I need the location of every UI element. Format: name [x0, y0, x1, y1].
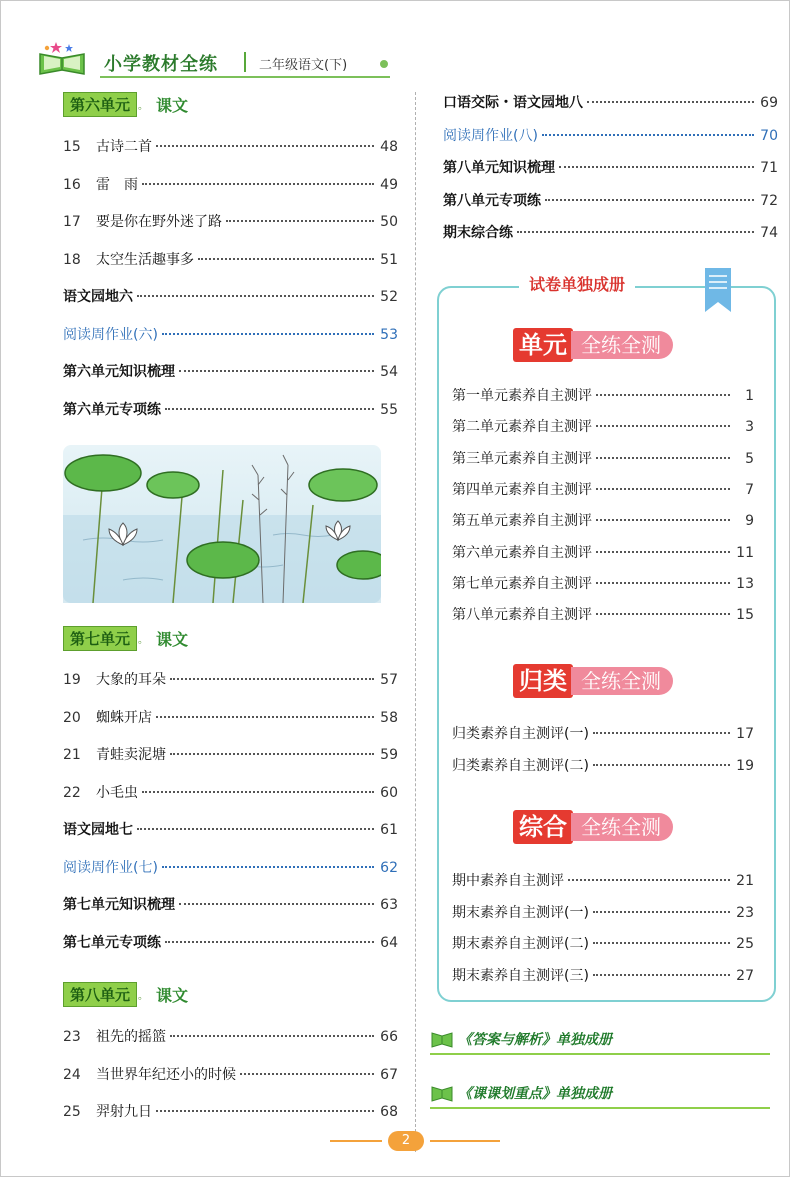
toc-entry [443, 157, 778, 177]
separate-booklet-note [430, 1029, 612, 1049]
toc-entry [63, 286, 398, 306]
unit-7-header: 第七单元 。 课文 [63, 626, 188, 650]
dot-leader [156, 1110, 374, 1112]
column-divider [415, 92, 416, 1152]
section-tagline: 全练全测 [571, 331, 673, 359]
lesson-number: 20 [63, 709, 81, 726]
page-ref: 62 [380, 859, 398, 876]
toc-entry [452, 604, 754, 624]
toc-entry [443, 190, 778, 210]
entry-title: 阅读周作业(六) [63, 326, 158, 343]
dot-leader [568, 879, 730, 881]
toc-entry [452, 385, 754, 405]
section-label: 归类 [513, 664, 573, 698]
dot-leader [596, 394, 730, 396]
entry-title: 期末综合练 [443, 225, 513, 241]
entry-title: 当世界年纪还小的时候 [96, 1066, 236, 1083]
dot-leader [593, 764, 730, 766]
page-ref: 68 [380, 1104, 398, 1120]
dot-leader [142, 183, 374, 185]
toc-entry [63, 211, 398, 231]
page-number-line-left [330, 1140, 382, 1142]
entry-title: 第八单元知识梳理 [443, 160, 555, 176]
page-ref: 50 [380, 214, 398, 230]
dot-leader [517, 231, 754, 233]
page-ref: 64 [380, 934, 398, 951]
dot-leader [593, 911, 730, 913]
page-ref: 60 [380, 784, 398, 801]
unit-8-header: 第八单元 。 课文 [63, 982, 188, 1006]
toc-entry [452, 448, 754, 468]
page-ref: 21 [736, 873, 754, 889]
entry-title: 第三单元素养自主测评 [452, 450, 592, 467]
entry-title: 第八单元素养自主测评 [452, 607, 592, 624]
lesson-number: 15 [63, 139, 81, 155]
entry-title: 语文园地七 [63, 822, 133, 838]
header-separator [244, 52, 246, 72]
page-ref: 19 [736, 758, 754, 774]
booklet-note-text: 《答案与解析》单独成册 [458, 1032, 612, 1048]
dot-leader [587, 101, 754, 103]
lesson-number: 23 [63, 1029, 81, 1045]
page-ref: 54 [380, 364, 398, 380]
entry-title: 第六单元素养自主测评 [452, 544, 592, 561]
booklet-note-underline [430, 1107, 770, 1109]
entry-title: 太空生活趣事多 [96, 251, 194, 268]
page-ref: 13 [736, 575, 754, 592]
page-ref: 63 [380, 897, 398, 913]
entry-title: 第四单元素养自主测评 [452, 481, 592, 498]
page-number: 2 [388, 1131, 424, 1151]
exam-section-header [513, 328, 673, 362]
entry-title: 雷 雨 [96, 176, 138, 193]
entry-title: 第二单元素养自主测评 [452, 419, 592, 436]
toc-entry [63, 174, 398, 194]
entry-title: 要是你在野外迷了路 [96, 214, 222, 230]
dot-leader [559, 166, 754, 168]
dot-leader [542, 134, 754, 136]
entry-title: 青蛙卖泥塘 [96, 747, 166, 763]
page-ref: 70 [760, 127, 778, 144]
lesson-number: 17 [63, 214, 81, 230]
entry-title: 祖先的摇篮 [96, 1029, 166, 1045]
dot-leader [596, 457, 730, 459]
exam-panel-title: 试卷单独成册 [519, 272, 635, 295]
lesson-number: 21 [63, 747, 81, 763]
page-ref: 15 [736, 607, 754, 624]
bookmark-ribbon-icon [705, 268, 731, 312]
dot-leader [170, 678, 374, 680]
dot-leader [156, 716, 374, 718]
header-underline [100, 76, 390, 78]
unit-badge: 第八单元 [63, 982, 137, 1007]
entry-title: 阅读周作业(八) [443, 127, 538, 144]
page-ref: 7 [745, 481, 754, 498]
toc-entry [452, 479, 754, 499]
entry-title: 期末素养自主测评(三) [452, 967, 589, 984]
dot-leader [226, 220, 374, 222]
page-ref: 59 [380, 747, 398, 763]
unit-badge: 第七单元 [63, 626, 137, 651]
booklet-note-underline [430, 1053, 770, 1055]
unit-badge: 第六单元 [63, 92, 137, 117]
toc-entry [63, 361, 398, 381]
dot-leader [596, 425, 730, 427]
exam-section-header [513, 664, 673, 698]
dot-leader [596, 488, 730, 490]
toc-entry [63, 669, 398, 689]
toc-entry [63, 819, 398, 839]
unit-keyword: 课文 [156, 95, 189, 115]
toc-entry [63, 707, 398, 727]
toc-entry [452, 723, 754, 743]
toc-entry [452, 416, 754, 436]
entry-title: 小毛虫 [96, 784, 138, 801]
entry-title: 第六单元专项练 [63, 401, 161, 418]
page-ref: 58 [380, 709, 398, 726]
page-ref: 71 [760, 160, 778, 176]
page-ref: 17 [736, 726, 754, 742]
lesson-number: 24 [63, 1066, 81, 1083]
entry-title: 归类素养自主测评(一) [452, 726, 589, 742]
lesson-number: 25 [63, 1104, 81, 1120]
dot-leader [165, 941, 374, 943]
dot-leader [545, 199, 754, 201]
toc-entry [63, 1026, 398, 1046]
page-ref: 27 [736, 967, 754, 984]
page-ref: 9 [745, 513, 754, 530]
entry-title: 第七单元专项练 [63, 934, 161, 951]
book-icon [430, 1029, 454, 1049]
entry-title: 第七单元知识梳理 [63, 897, 175, 913]
page-ref: 5 [745, 450, 754, 467]
toc-entry [63, 894, 398, 914]
toc-entry [63, 1101, 398, 1121]
lotus-pond-illustration [63, 445, 381, 603]
toc-entry [452, 573, 754, 593]
dot-leader [170, 1035, 374, 1037]
page-ref: 72 [760, 192, 778, 209]
page-ref: 3 [745, 419, 754, 436]
booklet-note-text: 《课课划重点》单独成册 [458, 1086, 612, 1102]
toc-entry [63, 399, 398, 419]
unit-keyword: 课文 [156, 985, 189, 1005]
lesson-number: 16 [63, 176, 81, 193]
dot-leader [165, 408, 374, 410]
lesson-number: 19 [63, 672, 81, 688]
dot-leader [156, 145, 374, 147]
toc-entry [63, 249, 398, 269]
page-ref: 74 [760, 225, 778, 241]
toc-entry [443, 222, 778, 242]
entry-title: 蜘蛛开店 [96, 709, 152, 726]
separate-booklet-note [430, 1083, 612, 1103]
dot-leader [137, 295, 374, 297]
toc-entry [443, 92, 778, 112]
series-title: 小学教材全练 [104, 54, 218, 75]
page-ref: 52 [380, 289, 398, 305]
dot-leader [162, 866, 374, 868]
entry-title: 归类素养自主测评(二) [452, 758, 589, 774]
page-ref: 67 [380, 1066, 398, 1083]
dot-leader [198, 258, 374, 260]
toc-entry [452, 755, 754, 775]
toc-entry [63, 744, 398, 764]
toc-entry [63, 932, 398, 952]
dot-leader [593, 974, 730, 976]
section-tagline: 全练全测 [571, 667, 673, 695]
toc-entry [63, 782, 398, 802]
dot-leader [142, 791, 374, 793]
page-ref: 48 [380, 139, 398, 155]
page-ref: 53 [380, 326, 398, 343]
toc-entry [63, 1064, 398, 1084]
page-ref: 55 [380, 401, 398, 418]
toc-entry [452, 933, 754, 953]
page-ref: 69 [760, 95, 778, 111]
toc-entry [63, 136, 398, 156]
dot-leader [596, 519, 730, 521]
page-ref: 49 [380, 176, 398, 193]
section-tagline: 全练全测 [571, 813, 673, 841]
dot-leader [593, 942, 730, 944]
toc-entry [452, 542, 754, 562]
dot-leader [170, 753, 374, 755]
dot-leader [596, 551, 730, 553]
entry-title: 大象的耳朵 [96, 672, 166, 688]
toc-entry [63, 324, 398, 344]
toc-entry [63, 857, 398, 877]
entry-title: 口语交际・语文园地八 [443, 95, 583, 111]
section-label: 单元 [513, 328, 573, 362]
book-subtitle: 二年级语文(下) [259, 58, 348, 73]
unit-6-header: 第六单元 。 课文 [63, 92, 188, 116]
dot-leader [137, 828, 374, 830]
toc-entry [443, 125, 778, 145]
exam-section-header [513, 810, 673, 844]
entry-title: 第一单元素养自主测评 [452, 388, 592, 404]
page-ref: 57 [380, 672, 398, 688]
dot-leader [596, 582, 730, 584]
entry-title: 第六单元知识梳理 [63, 364, 175, 380]
dot-leader [240, 1073, 374, 1075]
entry-title: 期末素养自主测评(一) [452, 904, 589, 921]
dot-leader [593, 732, 730, 734]
entry-title: 羿射九日 [96, 1104, 152, 1120]
page-ref: 25 [736, 936, 754, 952]
dot-leader [179, 903, 374, 905]
page-ref: 23 [736, 904, 754, 921]
entry-title: 第八单元专项练 [443, 192, 541, 209]
page-ref: 1 [745, 388, 754, 404]
entry-title: 期中素养自主测评 [452, 873, 564, 889]
lesson-number: 18 [63, 251, 81, 268]
entry-title: 期末素养自主测评(二) [452, 936, 589, 952]
page-ref: 66 [380, 1029, 398, 1045]
section-label: 综合 [513, 810, 573, 844]
entry-title: 语文园地六 [63, 289, 133, 305]
book-icon [430, 1083, 454, 1103]
lesson-number: 22 [63, 784, 81, 801]
unit-keyword: 课文 [156, 629, 189, 649]
entry-title: 第七单元素养自主测评 [452, 575, 592, 592]
entry-title: 阅读周作业(七) [63, 859, 158, 876]
entry-title: 古诗二首 [96, 139, 152, 155]
dot-leader [179, 370, 374, 372]
open-book-logo-icon [36, 40, 88, 76]
toc-entry [452, 510, 754, 530]
dot-leader [596, 613, 730, 615]
toc-entry [452, 965, 754, 985]
page-number-line-right [430, 1140, 500, 1142]
page-ref: 61 [380, 822, 398, 838]
page-ref: 51 [380, 251, 398, 268]
header-dot [380, 60, 388, 68]
dot-leader [162, 333, 374, 335]
toc-entry [452, 870, 754, 890]
entry-title: 第五单元素养自主测评 [452, 513, 592, 530]
page-ref: 11 [736, 544, 754, 561]
toc-entry [452, 902, 754, 922]
